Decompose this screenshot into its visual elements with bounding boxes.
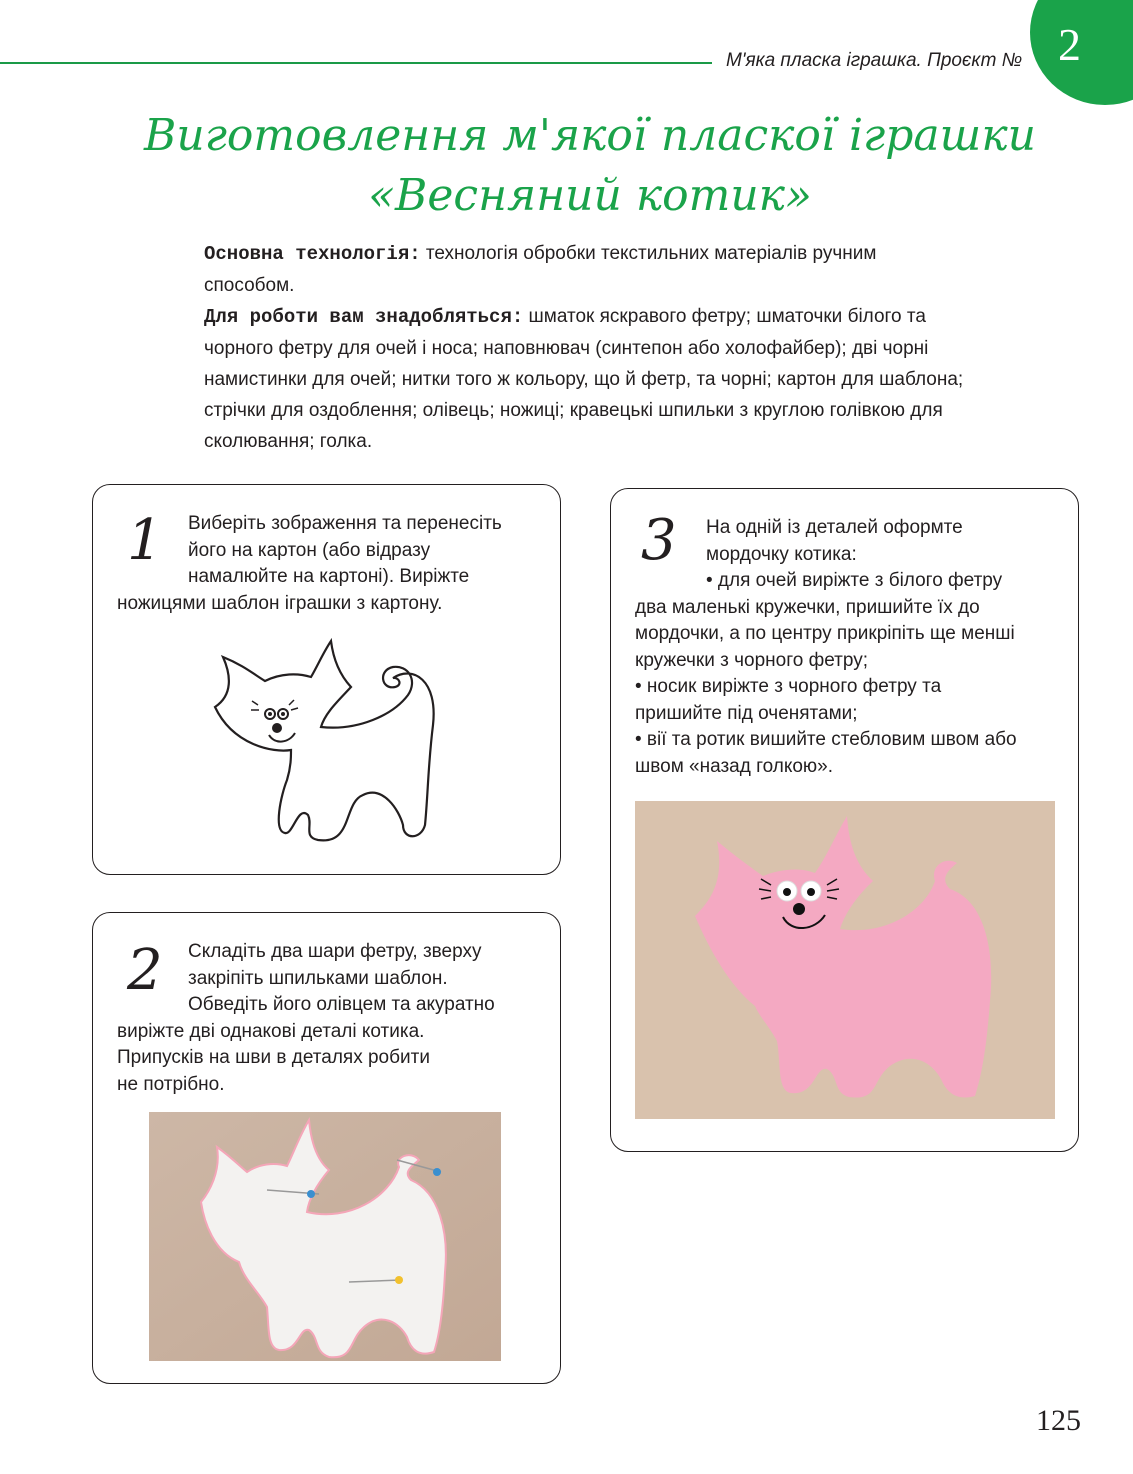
step-card-1 [92,484,561,875]
page-title-line-2: «Весняний котик» [368,170,812,221]
chapter-badge [1030,0,1133,105]
photo-template-pinned [149,1112,501,1361]
chapter-number: 2 [1058,19,1081,70]
step-card-3 [610,488,1079,1152]
header-rule [0,62,712,64]
intro-paragraph [204,238,964,457]
page-title-line-1: Виготовлення м'якої пласкої іграшки [144,110,1036,161]
step-text-2: Складіть два шари фетру, зверху закріпіть шпильками шаблон. Обведіть його олівцем та акуратно виріжте дві однакові деталі котика. Припусків на шви в деталях робити не потрібно. [117,941,495,1095]
photo-pink-felt-cat [635,801,1055,1119]
step-number-1: 1 [127,508,163,573]
step-card-2 [92,912,561,1384]
materials-label: Для роботи вам знадобляться: [204,306,524,328]
cat-template-drawing [203,635,463,845]
step-number-2: 2 [127,938,163,1003]
step-number-3: 3 [641,508,677,573]
running-head: М'яка пласка іграшка. Проєкт № [726,50,1023,71]
tech-label: Основна технологія: [204,243,421,265]
step-text-1: Виберіть зображення та перенесіть його на картон (або відразу намалюйте на картоні). Виріжте ножицями шаблон іграшки з картону. [117,513,502,614]
tech-text: технологія обробки текстильних матеріалів ручним способом. [204,243,877,296]
materials-text: шматок яскравого фетру; шматочки білого та чорного фетру для очей і носа; наповнювач (синтепон або холофайбер); дві чорні намистинки для очей; нитки того ж кольору, що й фетр, та чорні; картон для шаблона; стрічки для оздоблення; олівець; ножиці; кравецькі шпильки з круглою голівкою для сколювання; голка. [204,306,964,452]
step-text-3: На одній із деталей оформте мордочку котика: • для очей виріжте з білого фетру два маленькі кружечки, пришийте їх до мордочки, а по центру прикріпіть ще менші кружечки з чорного фетру; • носик виріжте з чорного фетру та пришийте під оченятами; • вії та ротик вишийте стебловим швом або швом «назад голкою». [635,517,1017,777]
page-number: 125 [1036,1404,1081,1437]
